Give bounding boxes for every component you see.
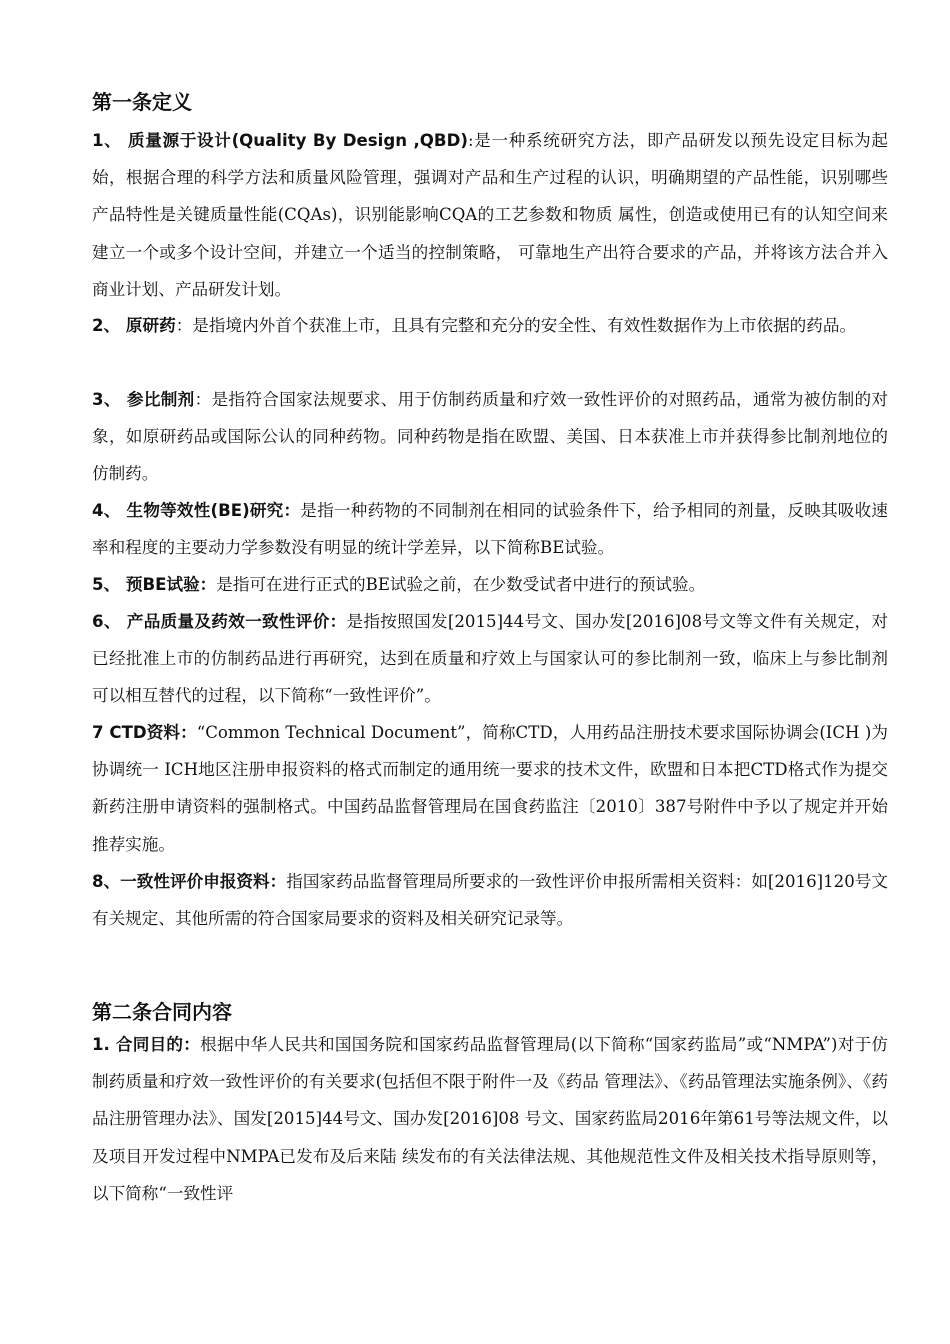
definition-7	[92, 714, 888, 863]
definition-2	[92, 307, 888, 344]
item-number: 2、	[92, 316, 126, 335]
item-text: 指国家药品监督管理局所要求的一致性评价申报所需相关资料：如[2016]120号文有关规定、其他所需的符合国家局要求的资料及相关研究记录等。	[92, 872, 888, 929]
section-2-title: 第二条合同内容	[92, 1000, 232, 1024]
item-text: ：是指境内外首个获准上市，且具有完整和充分的安全性、有效性数据作为上市依据的药品。	[175, 316, 857, 335]
item-number: 1.	[92, 1035, 116, 1054]
section-1-title: 第一条定义	[92, 90, 192, 114]
item-number: 3、	[92, 390, 127, 409]
item-term: 质量源于设计(Quality By Design ,QBD)	[127, 131, 468, 150]
item-term: 合同目的：	[115, 1035, 201, 1054]
item-number: 6、	[92, 612, 127, 631]
item-term: 参比制剂	[126, 390, 195, 409]
item-number: 4、	[92, 501, 127, 520]
definition-3	[92, 381, 888, 493]
item-text: 是指按照国发[2015]44号文、国办发[2016]08号文等文件有关规定，对已经批准上市的仿制药品进行再研究，达到在质量和疗效上与国家认可的参比制剂一致，临床上与参比制剂可以相互替代的过程，以下简称“一致性评价”。	[92, 612, 888, 706]
definition-1	[92, 122, 888, 308]
item-term: 原研药	[125, 316, 176, 335]
item-text: ：是指符合国家法规要求、用于仿制药质量和疗效一致性评价的对照药品，通常为被仿制的对象，如原研药品或国际公认的同种药物。同种药物是指在欧盟、美国、日本获准上市并获得参比制剂地位的仿制药。	[92, 390, 889, 484]
item-number: 1、	[92, 131, 128, 150]
item-number: 7	[92, 723, 110, 742]
item-term: CTD资料：	[109, 723, 197, 742]
definition-6	[92, 603, 888, 715]
item-text: “Common Technical Document”，简称CTD，人用药品注册技术要求国际协调会(ICH )为协调统一 ICH地区注册申报资料的格式而制定的通用统一要求的技术文件，欧盟和日本把CTD格式作为提交新药注册申请资料的强制格式。中国药品监督管理局在国食药监注〔2010〕387号附件中予以了规定并开始推荐实施。	[92, 723, 888, 854]
definition-8	[92, 863, 888, 937]
item-term: 产品质量及药效一致性评价：	[126, 612, 347, 631]
item-term: 预BE试验：	[125, 575, 217, 594]
item-term: 生物等效性(BE)研究：	[126, 501, 301, 520]
item-text: :是一种系统研究方法，即产品研发以预先设定目标为起始，根据合理的科学方法和质量风险管理，强调对产品和生产过程的认识，明确期望的产品性能，识别哪些产品特性是关键质量性能(CQAs)，识别能影响CQA的工艺参数和物质 属性，创造或使用已有的认知空间来建立一个或多个设计空间，并建立一个适当的控制策略， 可靠地生产出符合要求的产品，并将该方法合并入商业计划、产品研发计划。	[92, 131, 889, 299]
item-term: 一致性评价申报资料：	[120, 872, 287, 891]
definition-4	[92, 492, 888, 566]
item-number: 5、	[92, 575, 126, 594]
definition-5	[92, 566, 888, 603]
item-text: 根据中华人民共和国国务院和国家药品监督管理局(以下简称“国家药监局”或“NMPA”)对于仿制药质量和疗效一致性评价的有关要求(包括但不限于附件一及《药品 管理法》、《药品管理法实施条例》、《药品注册管理办法》、国发[2015]44号文、国办发[2016]08 号文、国家药监局2016年第61号等法规文件，以及项目开发过程中NMPA已发布及后来陆 续发布的有关法律法规、其他规范性文件及相关技术指导原则等，以下简称“一致性评	[92, 1035, 888, 1203]
item-text: 是指可在进行正式的BE试验之前，在少数受试者中进行的预试验。	[216, 575, 706, 594]
item-text: 是指一种药物的不同制剂在相同的试验条件下，给予相同的剂量，反映其吸收速率和程度的主要动力学参数没有明显的统计学差异，以下简称BE试验。	[92, 501, 889, 558]
item-number: 8、	[92, 872, 121, 891]
contract-clause-1	[92, 1026, 888, 1216]
